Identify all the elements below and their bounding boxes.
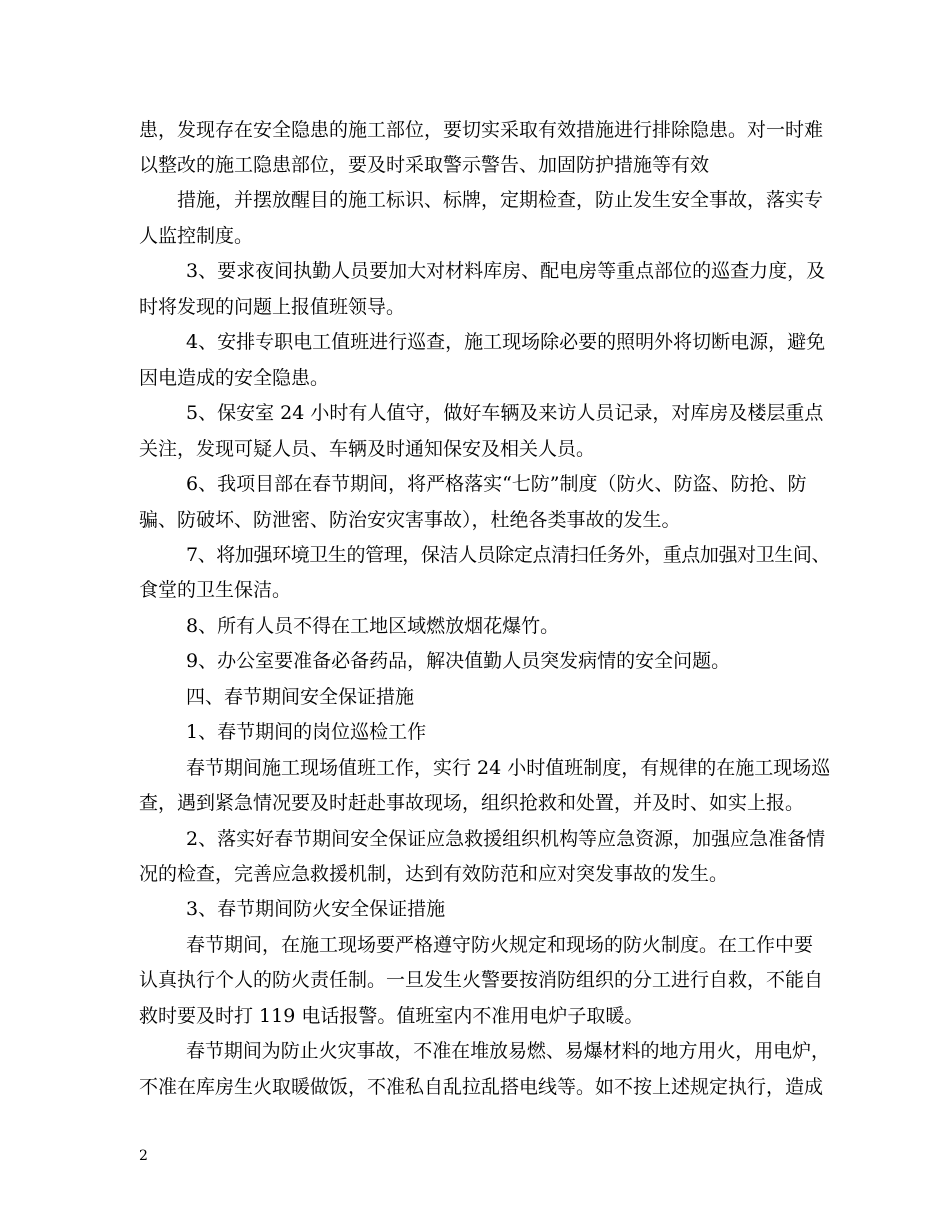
text-line: 9、办公室要准备必备药品，解决值勤人员突发病情的安全问题。: [186, 650, 731, 672]
text-line: 因电造成的安全隐患。: [139, 367, 330, 389]
text-line: 关注，发现可疑人员、车辆及时通知保安及相关人员。: [139, 438, 596, 460]
text-line: 6、我项目部在春节期间，将严格落实“七防”制度（防火、防盗、防抢、防: [186, 473, 807, 495]
text-line: 3、要求夜间执勤人员要加大对材料库房、配电房等重点部位的巡查力度，及: [186, 260, 826, 282]
text-line: 5、保安室 24 小时有人值守，做好车辆及来访人员记录，对库房及楼层重点: [186, 402, 824, 424]
text-line: 时将发现的问题上报值班领导。: [139, 296, 406, 318]
text-line: 春节期间，在施工现场要严格遵守防火规定和现场的防火制度。在工作中要: [186, 934, 814, 956]
page-number: 2: [139, 1148, 148, 1164]
text-line: 患，发现存在安全隐患的施工部位，要切实采取有效措施进行排除隐患。对一时难: [139, 119, 824, 141]
text-line: 认真执行个人的防火责任制。一旦发生火警要按消防组织的分工进行自救，不能自: [139, 969, 824, 991]
text-line: 7、将加强环境卫生的管理，保洁人员除定点清扫任务外，重点加强对卫生间、: [186, 544, 831, 566]
text-line: 骗、防破坏、防泄密、防治安灾害事故），杜绝各类事故的发生。: [139, 509, 681, 531]
text-line: 人监控制度。: [139, 225, 254, 247]
text-line: 春节期间施工现场值班工作，实行 24 小时值班制度，有规律的在施工现场巡: [186, 757, 831, 779]
section-heading: 四、春节期间安全保证措施: [186, 686, 415, 708]
text-line: 8、所有人员不得在工地区域燃放烟花爆竹。: [186, 615, 560, 637]
text-line: 2、落实好春节期间安全保证应急救援组织机构等应急资源，加强应急准备情: [186, 828, 826, 850]
text-line: 食堂的卫生保洁。: [139, 579, 292, 601]
subsection-heading: 3、春节期间防火安全保证措施: [186, 898, 446, 920]
text-line: 以整改的施工隐患部位，要及时采取警示警告、加固防护措施等有效: [139, 154, 710, 176]
text-line: 4、安排专职电工值班进行巡查，施工现场除必要的照明外将切断电源，避免: [186, 331, 826, 353]
text-line: 不准在库房生火取暖做饭，不准私自乱拉乱搭电线等。如不按上述规定执行，造成: [139, 1076, 824, 1098]
text-line: 春节期间为防止火灾事故，不准在堆放易燃、易爆材料的地方用火，用电炉，: [186, 1040, 830, 1062]
text-line: 况的检查，完善应急救援机制，达到有效防范和应对突发事故的发生。: [139, 863, 729, 885]
text-line: 救时要及时打 119 电话报警。值班室内不准用电炉子取暖。: [139, 1005, 644, 1027]
text-line: 措施，并摆放醒目的施工标识、标牌，定期检查，防止发生安全事故，落实专: [177, 189, 824, 211]
text-line: 查，遇到紧急情况要及时赶赴事故现场，组织抢救和处置，并及时、如实上报。: [139, 792, 805, 814]
subsection-heading: 1、春节期间的岗位巡检工作: [186, 721, 427, 743]
